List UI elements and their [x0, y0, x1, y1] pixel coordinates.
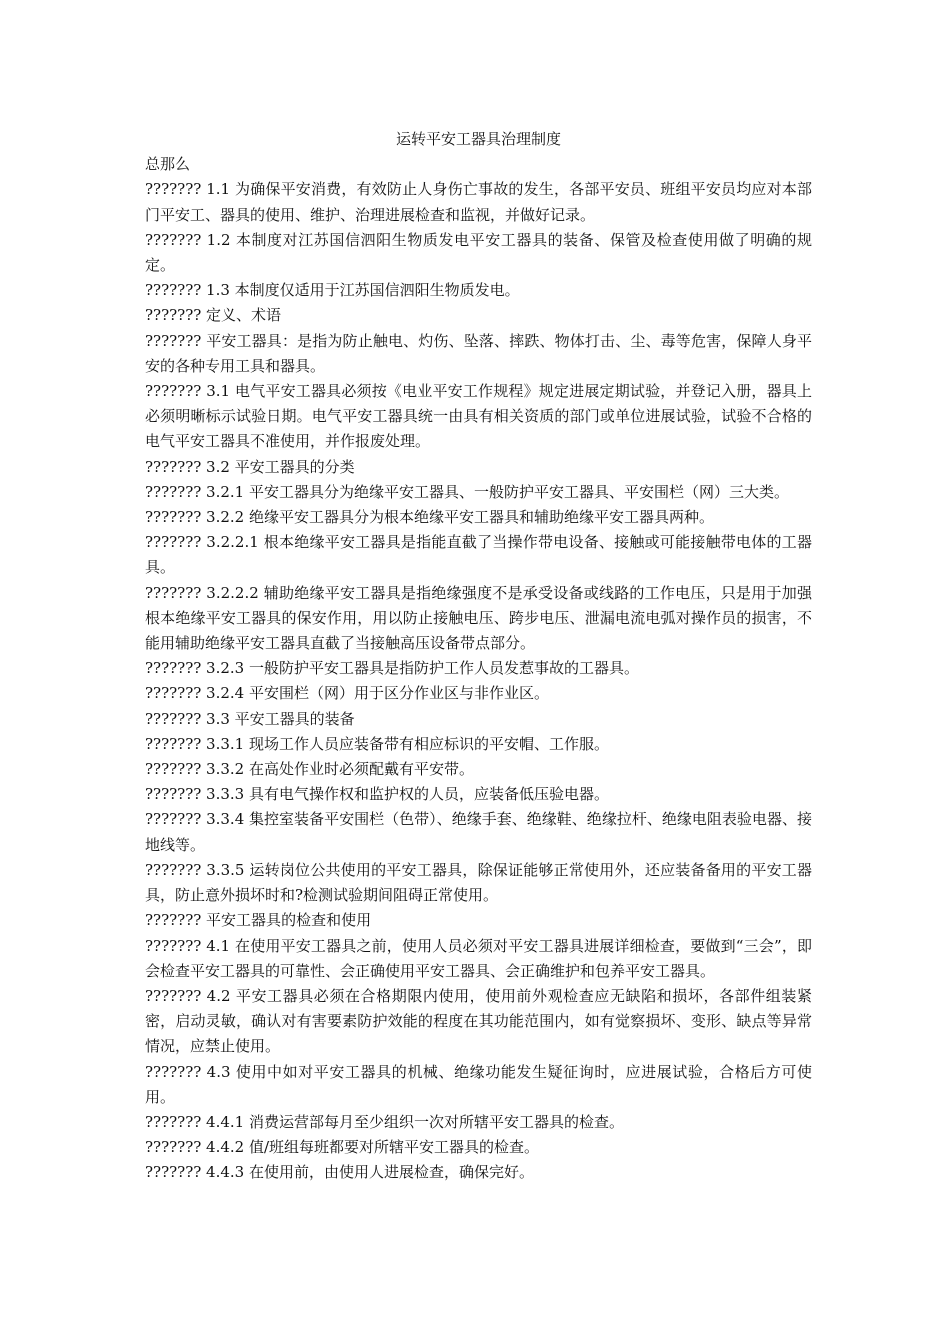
paragraph-4-4-3: ??????? 4.4.3 在使用前，由使用人进展检查，确保完好。 [145, 1163, 534, 1182]
paragraph-definitions-heading: ??????? 定义、术语 [145, 306, 282, 325]
document-body [145, 127, 812, 1186]
paragraph-3-3-4: ??????? 3.3.4 集控室装备平安围栏（色带）、绝缘手套、绝缘鞋、绝缘拉杆、绝缘电阻表验电器、接地线等。 [145, 810, 812, 854]
paragraph-definition: ??????? 平安工器具：是指为防止触电、灼伤、坠落、摔跌、物体打击、尘、毒等危害，保障人身平安的各种专用工具和器具。 [145, 331, 812, 375]
paragraph-3-2: ??????? 3.2 平安工器具的分类 [145, 457, 355, 476]
paragraph-general: 总那么 [145, 155, 191, 174]
paragraph-3-2-4: ??????? 3.2.4 平安围栏（网）用于区分作业区与非作业区。 [145, 684, 549, 703]
paragraph-3-1: ??????? 3.1 电气平安工器具必须按《电业平安工作规程》规定进展定期试验，并登记入册，器具上必须明晰标示试验日期。电气平安工器具统一由具有相关资质的部门或单位进展试验，试验不合格的电气平安工器具不准使用，并作报废处理。 [145, 382, 812, 451]
paragraph-4-2: ??????? 4.2 平安工器具必须在合格期限内使用，使用前外观检查应无缺陷和损坏，各部件组装紧密，启动灵敏，确认对有害要素防护效能的程度在其功能范围内，如有觉察损坏、变形、缺点等异常情况，应禁止使用。 [145, 986, 812, 1056]
paragraph-1-2: ??????? 1.2 本制度对江苏国信泗阳生物质发电平安工器具的装备、保管及检查使用做了明确的规定。 [145, 230, 812, 275]
paragraph-3-2-2-2: ??????? 3.2.2.2 辅助绝缘平安工器具是指绝缘强度不是承受设备或线路的工作电压，只是用于加强根本绝缘平安工器具的保安作用，用以防止接触电压、跨步电压、泄漏电流电弧对操作员的损害，不能用辅助绝缘平安工器具直截了当接触高压设备带点部分。 [145, 583, 812, 653]
paragraph-3-3-3: ??????? 3.3.3 具有电气操作权和监护权的人员，应装备低压验电器。 [145, 785, 609, 804]
paragraph-3-2-1: ??????? 3.2.1 平安工器具分为绝缘平安工器具、一般防护平安工器具、平安围栏（网）三大类。 [145, 482, 790, 501]
paragraph-inspection-heading: ??????? 平安工器具的检查和使用 [145, 911, 372, 930]
paragraph-4-4-1: ??????? 4.4.1 消费运营部每月至少组织一次对所辖平安工器具的检查。 [145, 1112, 624, 1131]
paragraph-4-4-2: ??????? 4.4.2 值/班组每班都要对所辖平安工器具的检查。 [145, 1138, 540, 1157]
paragraph-3-3-1: ??????? 3.3.1 现场工作人员应装备带有相应标识的平安帽、工作服。 [145, 734, 609, 753]
paragraph-3-3-5: ??????? 3.3.5 运转岗位公共使用的平安工器具，除保证能够正常使用外，还应装备备用的平安工器具，防止意外损坏时和?检测试验期间阻碍正常使用。 [145, 860, 812, 905]
paragraph-3-3: ??????? 3.3 平安工器具的装备 [145, 709, 355, 728]
document-title: 运转平安工器具治理制度 [395, 130, 561, 148]
paragraph-3-2-2-1: ??????? 3.2.2.1 根本绝缘平安工器具是指能直截了当操作带电设备、接触或可能接触带电体的工器具。 [145, 533, 812, 577]
paragraph-3-2-2: ??????? 3.2.2 绝缘平安工器具分为根本绝缘平安工器具和辅助绝缘平安工器具两种。 [145, 508, 714, 527]
paragraph-4-1: ??????? 4.1 在使用平安工器具之前，使用人员必须对平安工器具进展详细检查，要做到“三会”，即会检查平安工器具的可靠性、会正确使用平安工器具、会正确维护和包养平安工器具。 [145, 936, 812, 980]
paragraph-3-3-2: ??????? 3.3.2 在高处作业时必须配戴有平安带。 [145, 760, 474, 779]
paragraph-3-2-3: ??????? 3.2.3 一般防护平安工器具是指防护工作人员发惹事故的工器具。 [145, 659, 639, 678]
paragraph-1-1: ??????? 1.1 为确保平安消费，有效防止人身伤亡事故的发生，各部平安员、班组平安员均应对本部门平安工、器具的使用、维护、治理进展检查和监视，并做好记录。 [145, 180, 812, 224]
paragraph-1-3: ??????? 1.3 本制度仅适用于江苏国信泗阳生物质发电。 [145, 281, 520, 300]
paragraph-4-3: ??????? 4.3 使用中如对平安工器具的机械、绝缘功能发生疑征询时，应进展试验，合格后方可使用。 [145, 1062, 812, 1106]
